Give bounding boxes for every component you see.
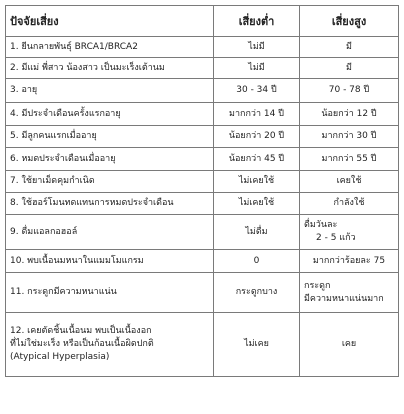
low-risk-cell	[214, 193, 300, 215]
low-risk-cell	[214, 215, 300, 250]
cell-text: เคยใช้	[336, 176, 362, 186]
factor-cell	[6, 103, 214, 126]
cell-text: ดื่มวันละ	[304, 220, 338, 230]
cell-text: น้อยกว่า 12 ปี	[321, 108, 377, 119]
cell-text: มากกว่า 55 ปี	[321, 153, 377, 164]
table-row	[6, 58, 399, 79]
high-risk-cell	[300, 148, 399, 171]
low-risk-cell	[214, 273, 300, 313]
cell-text: 30 - 34 ปี	[236, 85, 277, 95]
low-risk-cell	[214, 148, 300, 171]
table-row	[6, 313, 399, 377]
cell-text: ไม่ดื่ม	[245, 226, 268, 237]
low-risk-cell	[214, 103, 300, 126]
factor-cell	[6, 171, 214, 193]
factor-cell	[6, 37, 214, 58]
header-row	[6, 6, 399, 37]
table-row	[6, 171, 399, 193]
cell-text: เคย	[341, 339, 357, 349]
cell-text: มากกว่า 30 ปี	[321, 131, 377, 141]
cell-text: น้อยกว่า 45 ปี	[228, 153, 285, 164]
header-low-risk: เสี่ยงต่ำ	[214, 6, 300, 37]
high-risk-cell	[300, 58, 399, 79]
factor-cell	[6, 250, 214, 273]
cell-text: ไม่มี	[248, 41, 265, 52]
cell-text: กระดูกบาง	[235, 287, 278, 297]
low-risk-cell	[214, 79, 300, 103]
table-row	[6, 126, 399, 148]
cell-text: ไม่เคยใช้	[238, 198, 275, 208]
high-risk-cell	[300, 273, 399, 313]
high-risk-cell	[300, 79, 399, 103]
cell-text: 10. พบเนื้อนมหนาในแมมโมแกรม	[10, 255, 144, 266]
high-risk-cell	[300, 215, 399, 250]
factor-cell	[6, 273, 214, 313]
low-risk-cell	[214, 250, 300, 273]
cell-text: กำลังใช้	[333, 198, 365, 208]
high-risk-cell	[300, 313, 399, 377]
cell-text: 4. มีประจำเดือนครั้งแรกอายุ	[10, 108, 121, 119]
table-row	[6, 250, 399, 273]
factor-cell	[6, 313, 214, 377]
cell-text: ไม่เคยใช้	[238, 176, 275, 186]
risk-factor-table	[5, 5, 399, 377]
table-row	[6, 193, 399, 215]
cell-text: 2. มีแม่ พี่สาว น้องสาว เป็นมะเร็งเต้านม	[10, 62, 165, 73]
cell-text: 7. ใช้ยาเม็ดคุมกำเนิด	[10, 176, 95, 186]
high-risk-cell	[300, 193, 399, 215]
table-row	[6, 103, 399, 126]
cell-text: ไม่มี	[248, 62, 265, 73]
table-row	[6, 37, 399, 58]
cell-text: มี	[346, 41, 352, 52]
cell-text: 9. ดื่มแอลกอฮอล์	[10, 226, 78, 237]
low-risk-cell	[214, 37, 300, 58]
table-row	[6, 148, 399, 171]
cell-text: 0	[253, 255, 260, 266]
cell-text: ไม่เคย	[244, 339, 269, 349]
cell-text: 1. ยีนกลายพันธุ์ BRCA1/BRCA2	[10, 41, 138, 52]
header-factor: ปัจจัยเสี่ยง	[6, 6, 214, 37]
cell-text: มีความหนาแน่นมาก	[304, 293, 384, 304]
cell-text: (Atypical Hyperplasia)	[10, 352, 110, 362]
table-row	[6, 273, 399, 313]
table-row	[6, 215, 399, 250]
cell-text: น้อยกว่า 20 ปี	[228, 131, 285, 141]
cell-text: 12. เคยตัดชิ้นเนื้อนม พบเป็นเนื้องอก	[10, 326, 152, 336]
cell-text: 3. อายุ	[10, 85, 38, 95]
high-risk-cell	[300, 250, 399, 273]
cell-text: ที่ไม่ใช่มะเร็ง หรือเป็นก้อนเนื้อผิดปกติ	[10, 339, 154, 349]
factor-cell	[6, 79, 214, 103]
cell-text: 5. มีลูกคนแรกเมื่ออายุ	[10, 131, 97, 141]
cell-text: 2 - 5 แก้ว	[316, 233, 356, 243]
cell-text: มากกว่า 14 ปี	[229, 108, 284, 119]
cell-text: 70 - 78 ปี	[328, 85, 370, 95]
cell-text: มี	[346, 62, 352, 73]
header-high-risk: เสี่ยงสูง	[300, 6, 399, 37]
low-risk-cell	[214, 313, 300, 377]
factor-cell	[6, 148, 214, 171]
high-risk-cell	[300, 103, 399, 126]
high-risk-cell	[300, 126, 399, 148]
cell-text: กระดูก	[304, 280, 331, 291]
low-risk-cell	[214, 171, 300, 193]
high-risk-cell	[300, 171, 399, 193]
factor-cell	[6, 58, 214, 79]
cell-text: 6. หมดประจำเดือนเมื่ออายุ	[10, 153, 116, 164]
table-body	[6, 37, 399, 377]
cell-text: 8. ใช้ฮอร์โมนทดแทนการหมดประจำเดือน	[10, 198, 174, 208]
factor-cell	[6, 215, 214, 250]
table-row	[6, 79, 399, 103]
low-risk-cell	[214, 126, 300, 148]
factor-cell	[6, 126, 214, 148]
factor-cell	[6, 193, 214, 215]
cell-text: 11. กระดูกมีความหนาแน่น	[10, 287, 117, 297]
high-risk-cell	[300, 37, 399, 58]
low-risk-cell	[214, 58, 300, 79]
cell-text: มากกว่าร้อยละ 75	[312, 255, 386, 266]
